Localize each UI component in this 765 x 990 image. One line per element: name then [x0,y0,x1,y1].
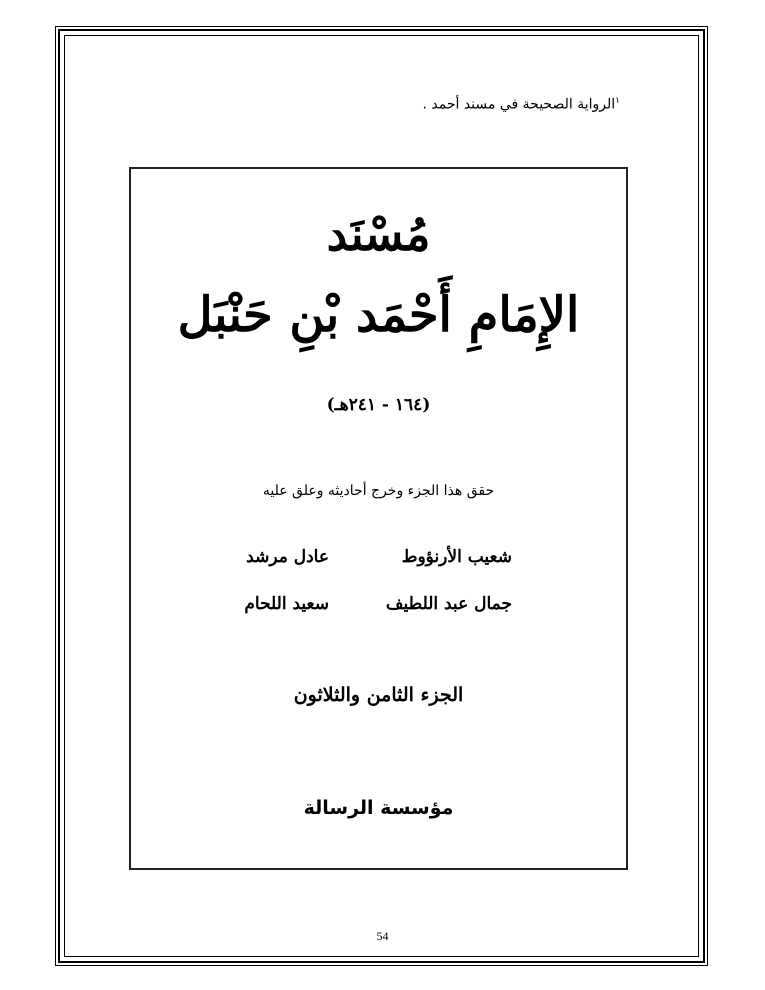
editor-name: شعيب الأرنؤوط [401,547,512,567]
author-dates: (١٦٤ - ٢٤١هـ) [326,395,431,415]
editors-credit-line: حقق هذا الجزء وخرج أحاديثه وعلق عليه [262,483,495,499]
page-number: 54 [376,929,389,943]
editor-name: عادل مرشد [246,547,329,567]
header-note-text: الرواية الصحيحة في مسند أحمد . [422,96,616,113]
publisher-name: مؤسسة الرسالة [303,797,454,819]
editor-name: جمال عبد اللطيف [385,594,512,614]
book-title-imam-name: الإِمَامِ أَحْمَد بْنِ حَنْبَل [177,287,580,343]
volume-part-label: الجزء الثامن والثلاثون [293,684,464,706]
editor-name: سعيد اللحام [244,594,329,614]
book-title-musnad: مُسْنَد [326,207,431,261]
title-page-box [129,167,628,870]
footnote-marker: ١ [615,96,620,106]
header-note [423,96,621,113]
